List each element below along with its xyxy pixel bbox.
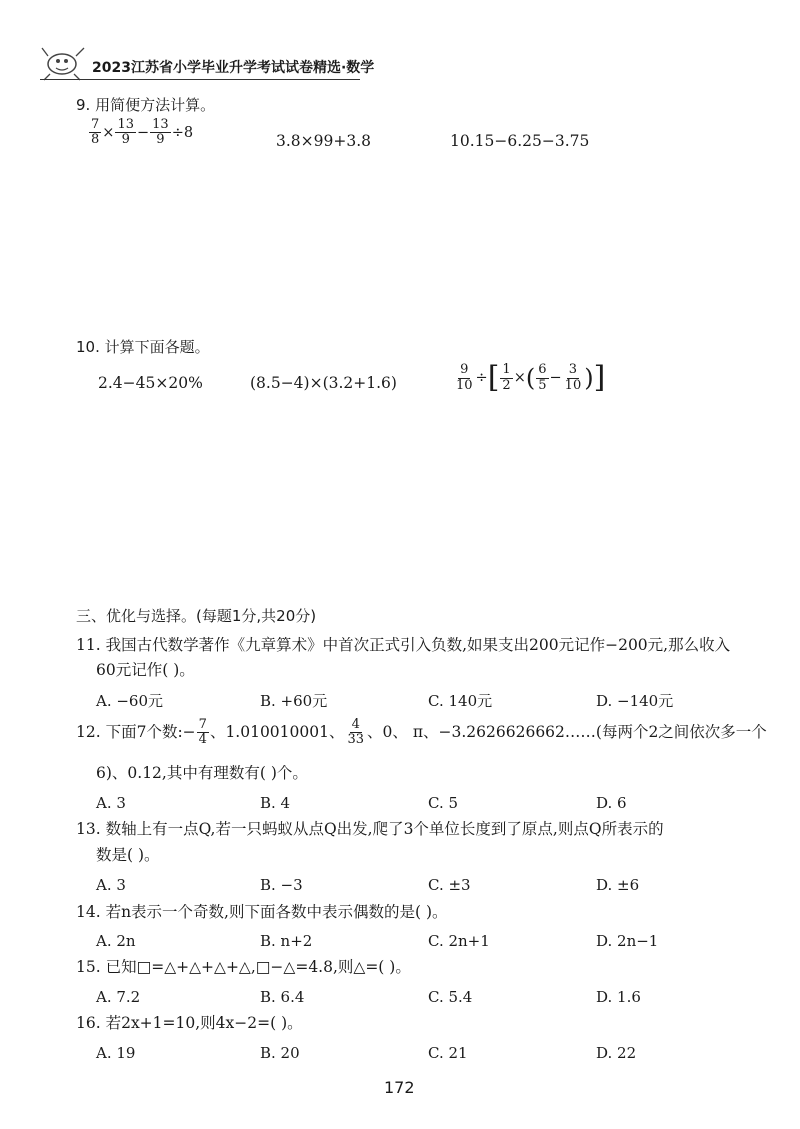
q10-title: 10. 计算下面各题。 [76,338,210,356]
q11-option-c: C. 140元 [428,692,493,710]
q10-expression-1: 2.4−45×20% [98,374,203,392]
q14-option-a: A. 2n [96,932,136,950]
q16-option-c: C. 21 [428,1044,468,1062]
q14-text-line1: 14. 若n表示一个奇数,则下面各数中表示偶数的是( )。 [76,903,448,921]
q9-expression-3: 10.15−6.25−3.75 [450,132,590,150]
page-number: 172 [384,1078,415,1097]
q12-option-c: C. 5 [428,794,459,812]
q13-option-b: B. −3 [260,876,303,894]
q13-option-d: D. ±6 [596,876,640,894]
q13-option-c: C. ±3 [428,876,471,894]
q9-expression-1: $\frac{7}{8}$ × $\frac{13}{9}$ − $\frac{13}{9}$ ÷8 [91,117,194,148]
section-3-title: 三、优化与选择。(每题1分,共20分) [76,607,317,625]
q11-option-b: B. +60元 [260,692,328,710]
q15-option-c: C. 5.4 [428,988,473,1006]
q12-text-line2: 6)、0.12,其中有理数有( )个。 [96,764,308,782]
q12-option-b: B. 4 [260,794,291,812]
q16-option-a: A. 19 [96,1044,136,1062]
q15-option-d: D. 1.6 [596,988,641,1006]
q13-text-line1: 13. 数轴上有一点Q,若一只蚂蚁从点Q出发,爬了3个单位长度到了原点,则点Q所表示的 [76,820,664,838]
q9-title: 9. 用简便方法计算。 [76,96,216,114]
q9-expression-2: 3.8×99+3.8 [276,132,371,150]
q12-option-d: D. 6 [596,794,627,812]
q15-text-line1: 15. 已知□=△+△+△+△,□−△=4.8,则△=( )。 [76,958,411,976]
q13-text-line2: 数是( )。 [96,846,160,864]
q14-option-c: C. 2n+1 [428,932,490,950]
q16-option-b: B. 20 [260,1044,300,1062]
header-divider [40,79,360,80]
q10-expression-2: (8.5−4)×(3.2+1.6) [250,374,397,392]
q14-option-d: D. 2n−1 [596,932,659,950]
header-title: 2023江苏省小学毕业升学考试试卷精选·数学 [92,60,375,76]
q13-option-a: A. 3 [96,876,126,894]
q15-option-b: B. 6.4 [260,988,305,1006]
q12-text-line1: 12. 下面7个数:− $\frac{7}{4}$ 、1.010010001、 $\frac{4}{33}$ 、0、 π、−3.2626626662……(每两个2之间依次多一个 [76,717,767,748]
q10-expression-3: $\frac{9}{10}$ ÷ [ $\frac{1}{2}$ × ( $\frac{6}{5}$ − $\frac{3}{10}$ ) ] [456,360,606,395]
q11-option-d: D. −140元 [596,692,674,710]
q11-option-a: A. −60元 [96,692,164,710]
q16-text-line1: 16. 若2x+1=10,则4x−2=( )。 [76,1014,303,1032]
q11-text-line2: 60元记作( )。 [96,661,195,679]
q14-option-b: B. n+2 [260,932,313,950]
header-mascot-icon [38,42,90,82]
q15-option-a: A. 7.2 [96,988,141,1006]
q11-text-line1: 11. 我国古代数学著作《九章算术》中首次正式引入负数,如果支出200元记作−200元,那么收入 [76,636,731,654]
q12-option-a: A. 3 [96,794,126,812]
q16-option-d: D. 22 [596,1044,637,1062]
